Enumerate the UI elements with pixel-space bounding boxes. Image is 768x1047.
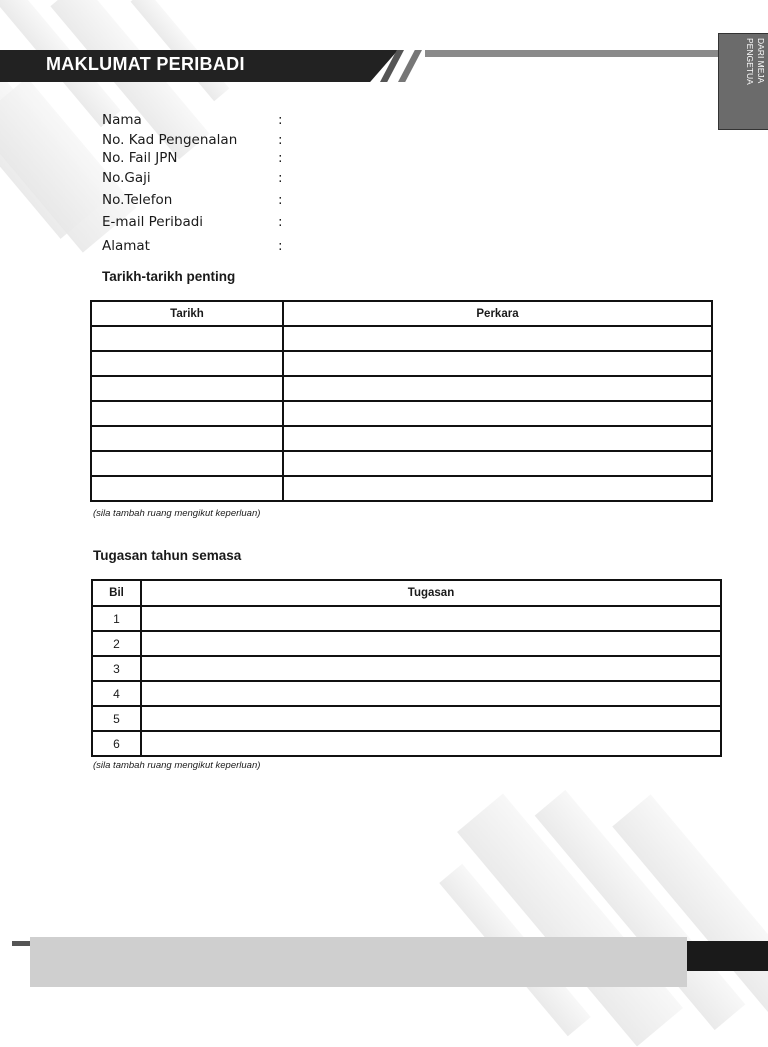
table-row (91, 401, 712, 426)
field-colon: : (278, 238, 283, 254)
table-row (92, 681, 721, 706)
table-header-row (91, 301, 712, 326)
footer-accent (12, 941, 32, 946)
header-line (425, 50, 720, 57)
table-row (91, 426, 712, 451)
matter-cell[interactable] (283, 401, 712, 426)
matter-cell[interactable] (283, 451, 712, 476)
table-row (91, 376, 712, 401)
important-dates-table (90, 300, 713, 502)
row-number: 6 (92, 731, 141, 756)
field-colon: : (278, 132, 283, 148)
date-cell[interactable] (91, 376, 283, 401)
table-row (92, 631, 721, 656)
task-cell[interactable] (141, 681, 721, 706)
field-label-nama: Nama (102, 112, 142, 128)
row-number: 3 (92, 656, 141, 681)
side-tab-label: DARI MEJA PENGETUA (745, 38, 766, 85)
matter-cell[interactable] (283, 476, 712, 501)
date-cell[interactable] (91, 476, 283, 501)
field-colon: : (278, 112, 283, 128)
date-cell[interactable] (91, 451, 283, 476)
date-cell[interactable] (91, 351, 283, 376)
page-title: MAKLUMAT PERIBADI (46, 54, 245, 74)
column-header-perkara: Perkara (283, 301, 712, 326)
table-row (91, 451, 712, 476)
row-number: 4 (92, 681, 141, 706)
date-cell[interactable] (91, 326, 283, 351)
table-row (92, 731, 721, 756)
table-row (92, 606, 721, 631)
field-label-email: E-mail Peribadi (102, 214, 204, 230)
tasks-note: (sila tambah ruang mengikut keperluan) (93, 760, 261, 771)
column-header-bil: Bil (92, 580, 141, 606)
field-label-fail-jpn: No. Fail JPN (102, 150, 178, 166)
table-row (92, 656, 721, 681)
tasks-table (91, 579, 722, 757)
date-cell[interactable] (91, 401, 283, 426)
field-colon: : (278, 170, 283, 186)
task-cell[interactable] (141, 631, 721, 656)
row-number: 5 (92, 706, 141, 731)
table-row (92, 706, 721, 731)
task-cell[interactable] (141, 656, 721, 681)
table-row (91, 351, 712, 376)
field-label-telefon: No.Telefon (102, 192, 173, 208)
field-colon: : (278, 214, 283, 230)
row-number: 2 (92, 631, 141, 656)
task-cell[interactable] (141, 706, 721, 731)
table-header-row (92, 580, 721, 606)
matter-cell[interactable] (283, 326, 712, 351)
column-header-tarikh: Tarikh (91, 301, 283, 326)
matter-cell[interactable] (283, 426, 712, 451)
field-label-gaji: No.Gaji (102, 170, 151, 186)
field-colon: : (278, 192, 283, 208)
side-tab (718, 33, 768, 130)
footer-bar (30, 937, 687, 987)
footer-page-block (687, 941, 768, 971)
table-row (91, 326, 712, 351)
matter-cell[interactable] (283, 351, 712, 376)
matter-cell[interactable] (283, 376, 712, 401)
row-number: 1 (92, 606, 141, 631)
tasks-title: Tugasan tahun semasa (93, 548, 242, 563)
field-label-kad-pengenalan: No. Kad Pengenalan (102, 132, 238, 148)
field-label-alamat: Alamat (102, 238, 150, 254)
task-cell[interactable] (141, 606, 721, 631)
important-dates-note: (sila tambah ruang mengikut keperluan) (93, 508, 261, 519)
important-dates-title: Tarikh-tarikh penting (102, 269, 236, 284)
header-accent-slash (398, 50, 422, 82)
table-row (91, 476, 712, 501)
task-cell[interactable] (141, 731, 721, 756)
column-header-tugasan: Tugasan (141, 580, 721, 606)
date-cell[interactable] (91, 426, 283, 451)
field-colon: : (278, 150, 283, 166)
